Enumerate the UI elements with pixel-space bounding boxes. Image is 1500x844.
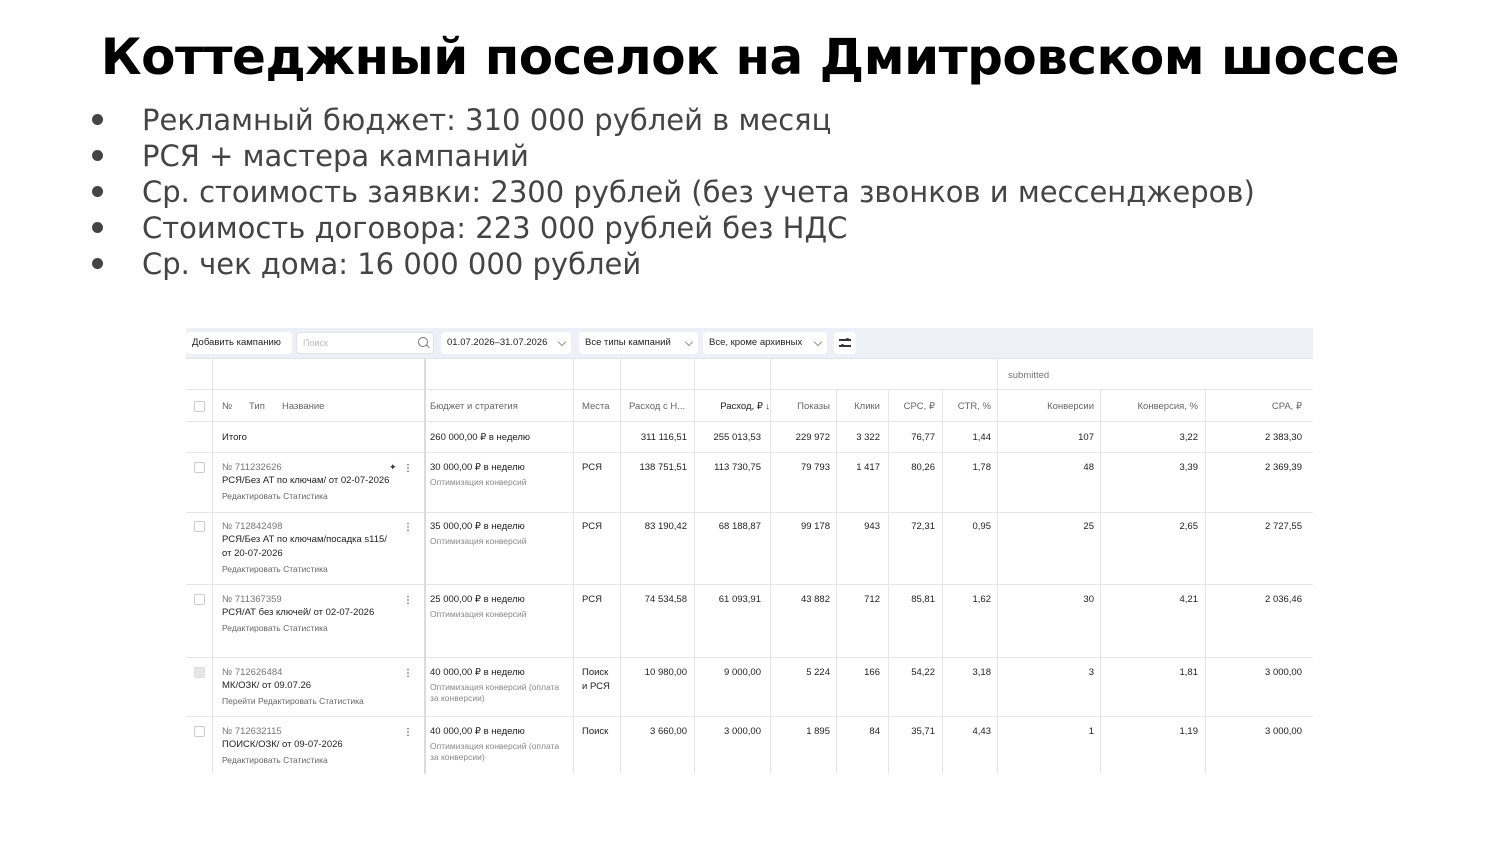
bullet-item xyxy=(90,210,1255,246)
campaign-places: РСЯ xyxy=(582,462,602,473)
row-menu-icon[interactable] xyxy=(407,463,409,473)
cpc: 35,71 xyxy=(911,726,935,737)
row-checkbox[interactable] xyxy=(194,521,205,532)
conversion-rate: 1,81 xyxy=(1179,667,1198,678)
clicks: 166 xyxy=(864,667,880,678)
campaign-name[interactable]: ПОИСК/ОЗК/ от 09-07-2026 xyxy=(222,739,343,750)
campaign-strategy: Оптимизация конверсий xyxy=(430,477,527,487)
cpc: 72,31 xyxy=(911,521,935,532)
column-divider xyxy=(1205,389,1206,774)
campaign-places: Поиск xyxy=(582,726,609,737)
header-type[interactable]: Тип xyxy=(249,401,265,412)
total-ctr: 1,44 xyxy=(972,432,991,443)
total-spend-vat: 311 116,51 xyxy=(640,432,687,443)
row-menu-icon[interactable] xyxy=(407,727,409,737)
spend-vat: 3 660,00 xyxy=(650,726,687,737)
conversion-rate: 2,65 xyxy=(1179,521,1198,532)
campaign-links[interactable]: Редактировать Статистика xyxy=(222,755,328,765)
bullet-dot-icon xyxy=(92,222,103,233)
campaign-strategy: Оптимизация конверсий (оплата xyxy=(430,682,560,692)
impressions: 43 882 xyxy=(800,594,830,605)
row-divider xyxy=(186,512,1313,513)
campaign-links[interactable]: Перейти Редактировать Статистика xyxy=(222,696,364,706)
row-divider xyxy=(186,716,1313,717)
total-label: Итого xyxy=(222,432,247,443)
header-conversion-rate[interactable]: Конверсия, % xyxy=(1137,401,1198,412)
campaign-strategy: Оптимизация конверсий (оплата xyxy=(430,741,560,751)
chevron-down-icon xyxy=(558,338,566,346)
campaign-id: № 711232626 xyxy=(222,462,282,473)
ctr: 4,43 xyxy=(972,726,991,737)
cpa: 2 036,46 xyxy=(1265,594,1302,605)
campaign-id: № 712632115 xyxy=(222,726,282,737)
cpa: 2 369,39 xyxy=(1265,462,1302,473)
campaign-id: № 712626484 xyxy=(222,667,283,678)
header-cpa[interactable]: CPA, ₽ xyxy=(1271,401,1302,412)
header-clicks[interactable]: Клики xyxy=(854,401,880,412)
sort-arrow-icon: ↓ xyxy=(765,401,770,411)
row-divider xyxy=(186,657,1313,658)
row-divider xyxy=(186,421,1313,422)
spend: 3 000,00 xyxy=(724,726,761,737)
campaign-links[interactable]: Редактировать Статистика xyxy=(222,491,328,501)
row-menu-icon[interactable] xyxy=(407,668,409,678)
campaign-strategy: за конверсии) xyxy=(430,693,485,703)
campaign-places: и РСЯ xyxy=(582,681,610,692)
total-impressions: 229 972 xyxy=(795,432,830,443)
ctr: 0,95 xyxy=(972,521,991,532)
total-cpa: 2 383,30 xyxy=(1265,432,1302,443)
column-divider xyxy=(836,389,837,774)
conversions: 3 xyxy=(1088,667,1094,678)
total-spend: 255 013,53 xyxy=(713,432,761,443)
campaign-places: Поиск xyxy=(582,667,609,678)
select-all-checkbox[interactable] xyxy=(194,401,205,412)
row-menu-icon[interactable] xyxy=(407,595,409,605)
campaign-places: РСЯ xyxy=(582,594,602,605)
header-spend-vat[interactable]: Расход с Н... xyxy=(629,401,686,412)
bullet-text: Ср. стоимость заявки: 2300 рублей (без учета звонков и мессенджеров) xyxy=(142,175,1255,209)
column-divider xyxy=(888,389,889,774)
cpa: 3 000,00 xyxy=(1265,726,1302,737)
header-conversions[interactable]: Конверсии xyxy=(1047,401,1094,412)
bullet-dot-icon xyxy=(92,258,103,269)
clicks: 943 xyxy=(864,521,880,532)
impressions: 99 178 xyxy=(800,521,830,532)
column-divider xyxy=(694,359,695,774)
header-impressions[interactable]: Показы xyxy=(797,401,830,412)
total-budget: 260 000,00 ₽ в неделю xyxy=(430,432,531,443)
header-places[interactable]: Места xyxy=(582,401,610,412)
conversion-rate: 3,39 xyxy=(1179,462,1198,473)
total-cpc: 76,77 xyxy=(911,432,935,443)
spend-vat: 10 980,00 xyxy=(644,667,687,678)
campaign-links[interactable]: Редактировать Статистика xyxy=(222,564,328,574)
bullet-item xyxy=(90,138,1255,174)
header-spend-label: Расход, ₽ xyxy=(720,401,763,412)
campaign-types-select[interactable] xyxy=(579,332,698,354)
spend-vat: 138 751,51 xyxy=(639,462,687,473)
row-checkbox[interactable] xyxy=(194,462,205,473)
search-icon[interactable] xyxy=(418,337,428,347)
clicks: 1 417 xyxy=(856,462,880,473)
column-divider xyxy=(1100,389,1101,774)
campaign-types-label: Все типы кампаний xyxy=(585,337,671,348)
row-divider xyxy=(186,584,1313,585)
archive-filter-label: Все, кроме архивных xyxy=(709,337,803,348)
column-divider xyxy=(424,359,426,774)
bullet-item xyxy=(90,102,1255,138)
bullet-dot-icon xyxy=(92,114,103,125)
conversion-rate: 4,21 xyxy=(1179,594,1198,605)
impressions: 5 224 xyxy=(806,667,830,678)
campaign-strategy: Оптимизация конверсий xyxy=(430,609,527,619)
filters-icon[interactable] xyxy=(834,332,856,354)
bullet-text: РСЯ + мастера кампаний xyxy=(142,139,529,173)
date-range-label: 01.07.2026–31.07.2026 xyxy=(447,337,548,348)
bullet-list xyxy=(90,102,1255,282)
campaigns-screenshot xyxy=(186,328,1313,774)
campaign-id: № 712842498 xyxy=(222,521,283,532)
campaign-strategy: за конверсии) xyxy=(430,752,485,762)
campaign-budget: 40 000,00 ₽ в неделю xyxy=(430,726,525,737)
campaign-strategy: Оптимизация конверсий xyxy=(430,536,527,546)
bullet-dot-icon xyxy=(92,150,103,161)
clicks: 712 xyxy=(864,594,880,605)
campaign-budget: 35 000,00 ₽ в неделю xyxy=(430,521,525,532)
campaign-budget: 40 000,00 ₽ в неделю xyxy=(430,667,525,678)
campaign-budget: 30 000,00 ₽ в неделю xyxy=(430,462,525,473)
column-divider xyxy=(573,359,574,774)
bullet-text: Рекламный бюджет: 310 000 рублей в месяц xyxy=(142,103,832,137)
pin-icon[interactable]: ✦ xyxy=(389,462,397,472)
conversion-rate: 1,19 xyxy=(1179,726,1198,737)
header-cpc[interactable]: CPC, ₽ xyxy=(903,401,935,412)
date-range-select[interactable] xyxy=(441,332,571,354)
header-budget[interactable]: Бюджет и стратегия xyxy=(430,401,518,412)
column-divider xyxy=(770,359,771,774)
header-ctr[interactable]: CTR, % xyxy=(957,401,991,412)
chevron-down-icon xyxy=(685,338,693,346)
spend-vat: 74 534,58 xyxy=(644,594,687,605)
column-divider xyxy=(620,359,621,774)
header-name[interactable]: Название xyxy=(282,401,325,412)
cpc: 80,26 xyxy=(911,462,935,473)
bullet-item xyxy=(90,174,1255,210)
conversions: 30 xyxy=(1083,594,1094,605)
campaign-name[interactable]: РСЯ/Без АТ по ключам/посадка s115/ xyxy=(222,534,387,545)
impressions: 79 793 xyxy=(800,462,830,473)
bullet-text: Ср. чек дома: 16 000 000 рублей xyxy=(142,247,642,281)
row-checkbox[interactable] xyxy=(194,726,205,737)
search-input[interactable] xyxy=(296,332,434,354)
campaign-name[interactable]: РСЯ/АТ без ключей/ от 02-07-2026 xyxy=(222,607,375,618)
bullet-item xyxy=(90,246,1255,282)
bullet-text: Стоимость договора: 223 000 рублей без НДС xyxy=(142,211,848,245)
impressions: 1 895 xyxy=(806,726,830,737)
spend: 68 188,87 xyxy=(718,521,761,532)
column-divider xyxy=(212,359,213,774)
header-number[interactable]: № xyxy=(222,401,233,412)
column-divider xyxy=(997,359,998,774)
spend: 9 000,00 xyxy=(724,667,761,678)
total-conversions: 107 xyxy=(1078,432,1094,443)
bullet-dot-icon xyxy=(92,186,103,197)
total-conversion-rate: 3,22 xyxy=(1179,432,1198,443)
column-group-bar xyxy=(186,359,1313,390)
campaign-name[interactable]: от 20-07-2026 xyxy=(222,548,283,559)
total-clicks: 3 322 xyxy=(856,432,880,443)
header-spend[interactable] xyxy=(696,401,770,412)
campaign-name[interactable]: РСЯ/Без АТ по ключам/ от 02-07-2026 xyxy=(222,475,390,486)
chevron-down-icon xyxy=(814,338,822,346)
campaign-id: № 711367359 xyxy=(222,594,282,605)
campaign-links[interactable]: Редактировать Статистика xyxy=(222,623,328,633)
spend-vat: 83 190,42 xyxy=(644,521,687,532)
column-group-label: submitted xyxy=(1008,370,1050,381)
cpc: 85,81 xyxy=(911,594,935,605)
row-checkbox[interactable] xyxy=(194,667,205,678)
campaign-places: РСЯ xyxy=(582,521,602,532)
spend: 61 093,91 xyxy=(718,594,761,605)
row-divider xyxy=(186,389,1313,390)
campaign-name[interactable]: МК/ОЗК/ от 09.07.26 xyxy=(222,680,312,691)
row-divider xyxy=(186,452,1313,453)
ctr: 3,18 xyxy=(972,667,991,678)
cpa: 2 727,55 xyxy=(1265,521,1302,532)
cpc: 54,22 xyxy=(911,667,935,678)
campaign-budget: 25 000,00 ₽ в неделю xyxy=(430,594,525,605)
clicks: 84 xyxy=(869,726,880,737)
ctr: 1,62 xyxy=(972,594,991,605)
slide-title: Коттеджный поселок на Дмитровском шоссе xyxy=(100,28,1400,86)
campaign-toolbar xyxy=(186,328,1313,359)
row-menu-icon[interactable] xyxy=(407,522,409,532)
spend: 113 730,75 xyxy=(714,462,761,473)
column-divider xyxy=(942,389,943,774)
row-checkbox[interactable] xyxy=(194,594,205,605)
conversions: 25 xyxy=(1083,521,1094,532)
add-campaign-button[interactable]: Добавить кампанию xyxy=(186,332,292,354)
ctr: 1,78 xyxy=(972,462,991,473)
archive-filter-select[interactable] xyxy=(703,332,827,354)
cpa: 3 000,00 xyxy=(1265,667,1302,678)
conversions: 48 xyxy=(1083,462,1094,473)
conversions: 1 xyxy=(1088,726,1094,737)
